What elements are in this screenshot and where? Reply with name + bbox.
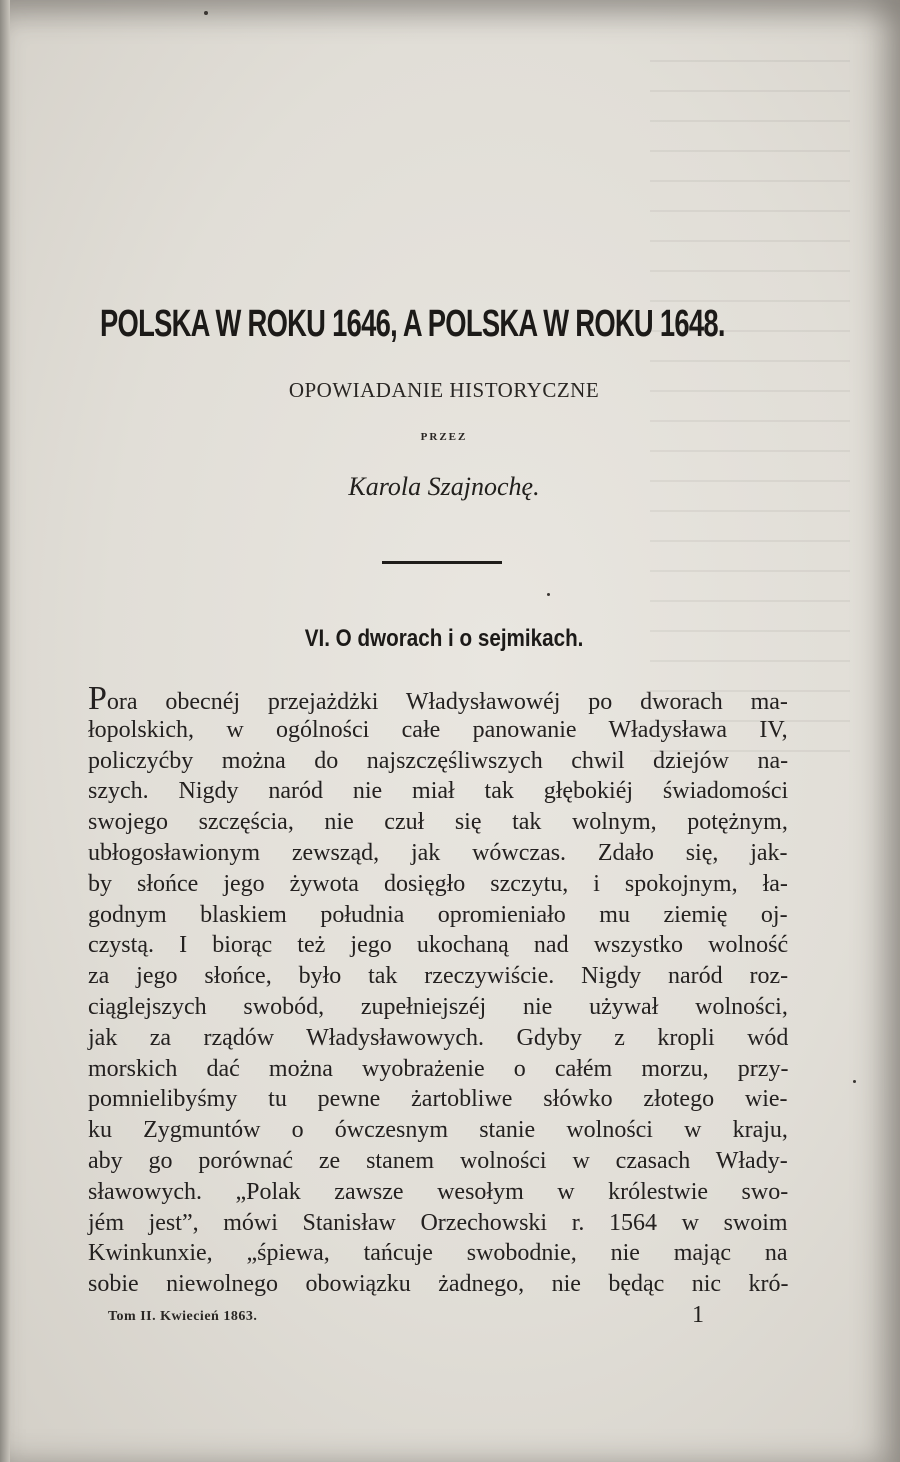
body-line: ubłogosławionym zewsząd, jak wówczas. Zdało się, jak- (88, 839, 788, 866)
body-line: policzyćby można do najszczęśliwszych chwil dziejów na- (88, 747, 789, 774)
body-line: za jego słońce, było tak rzeczywiście. Nigdy naród roz- (88, 963, 789, 990)
page-binding-edge (0, 0, 10, 1462)
body-line: ku Zygmuntów o ówczesnym stanie wolności w kraju, (88, 1117, 788, 1144)
body-line: godnym blaskiem południa opromieniało mu ziemię oj- (88, 901, 788, 928)
body-line: ciąglejszych swobód, zupełniejszéj nie używał wolności, (88, 993, 788, 1020)
body-line: swojego szczęścia, nie czuł się tak wolnym, potężnym, (88, 809, 788, 836)
by-label: PRZEZ (420, 431, 468, 443)
main-title-text: POLSKA W ROKU 1646, A POLSKA W ROKU 1648. (100, 303, 725, 345)
title-divider-rule (382, 561, 502, 564)
body-line: by słońce jego żywota dosięgło szczytu, i spokojnym, ła- (88, 870, 788, 897)
body-line: jak za rządów Władysławowych. Gdyby z kropli wód (88, 1024, 789, 1051)
page-number: 1 (692, 1302, 704, 1328)
body-line: łopolskich, w ogólności całe panowanie Władysława IV, (88, 716, 788, 743)
body-line: pomnielibyśmy tu pewne żartobliwe słówko złotego wie- (88, 1086, 788, 1113)
footer-signature: Tom II. Kwiecień 1863. (108, 1309, 258, 1324)
paper-speck (204, 11, 208, 15)
paper-speck (853, 1080, 856, 1083)
body-line: morskich dać można wyobrażenie o całém morzu, przy- (88, 1055, 789, 1082)
body-line: aby go porównać ze stanem wolności w czasach Włady- (88, 1147, 788, 1174)
author-name: Karola Szajnochę. (348, 472, 540, 501)
body-line: czystą. I biorąc też jego ukochaną nad wszystko wolność (88, 932, 789, 959)
body-line: sobie niewolnego obowiązku żadnego, nie będąc nic kró- (88, 1271, 789, 1298)
main-title (100, 303, 725, 346)
body-line: szych. Nigdy naród nie miał tak głębokiéj świadomości (88, 778, 789, 805)
body-line: sławowych. „Polak zawsze wesołym w królestwie swo- (88, 1178, 789, 1205)
chapter-heading-text: VI. O dworach i o sejmikach. (304, 625, 584, 652)
bleed-through-texture (650, 60, 850, 760)
chapter-heading (0, 625, 888, 653)
subtitle: OPOWIADANIE HISTORYCZNE (288, 378, 600, 402)
body-line: Kwinkunxie, „śpiewa, tańcuje swobodnie, nie mając na (88, 1240, 788, 1267)
paper-speck (547, 593, 550, 596)
body-paragraph (88, 680, 789, 1300)
body-line: Pora obecnéj przejażdżki Władysławowéj po dworach ma- (88, 680, 788, 717)
body-line: jém jest”, mówi Stanisław Orzechowski r. 1564 w swoim (88, 1209, 788, 1236)
